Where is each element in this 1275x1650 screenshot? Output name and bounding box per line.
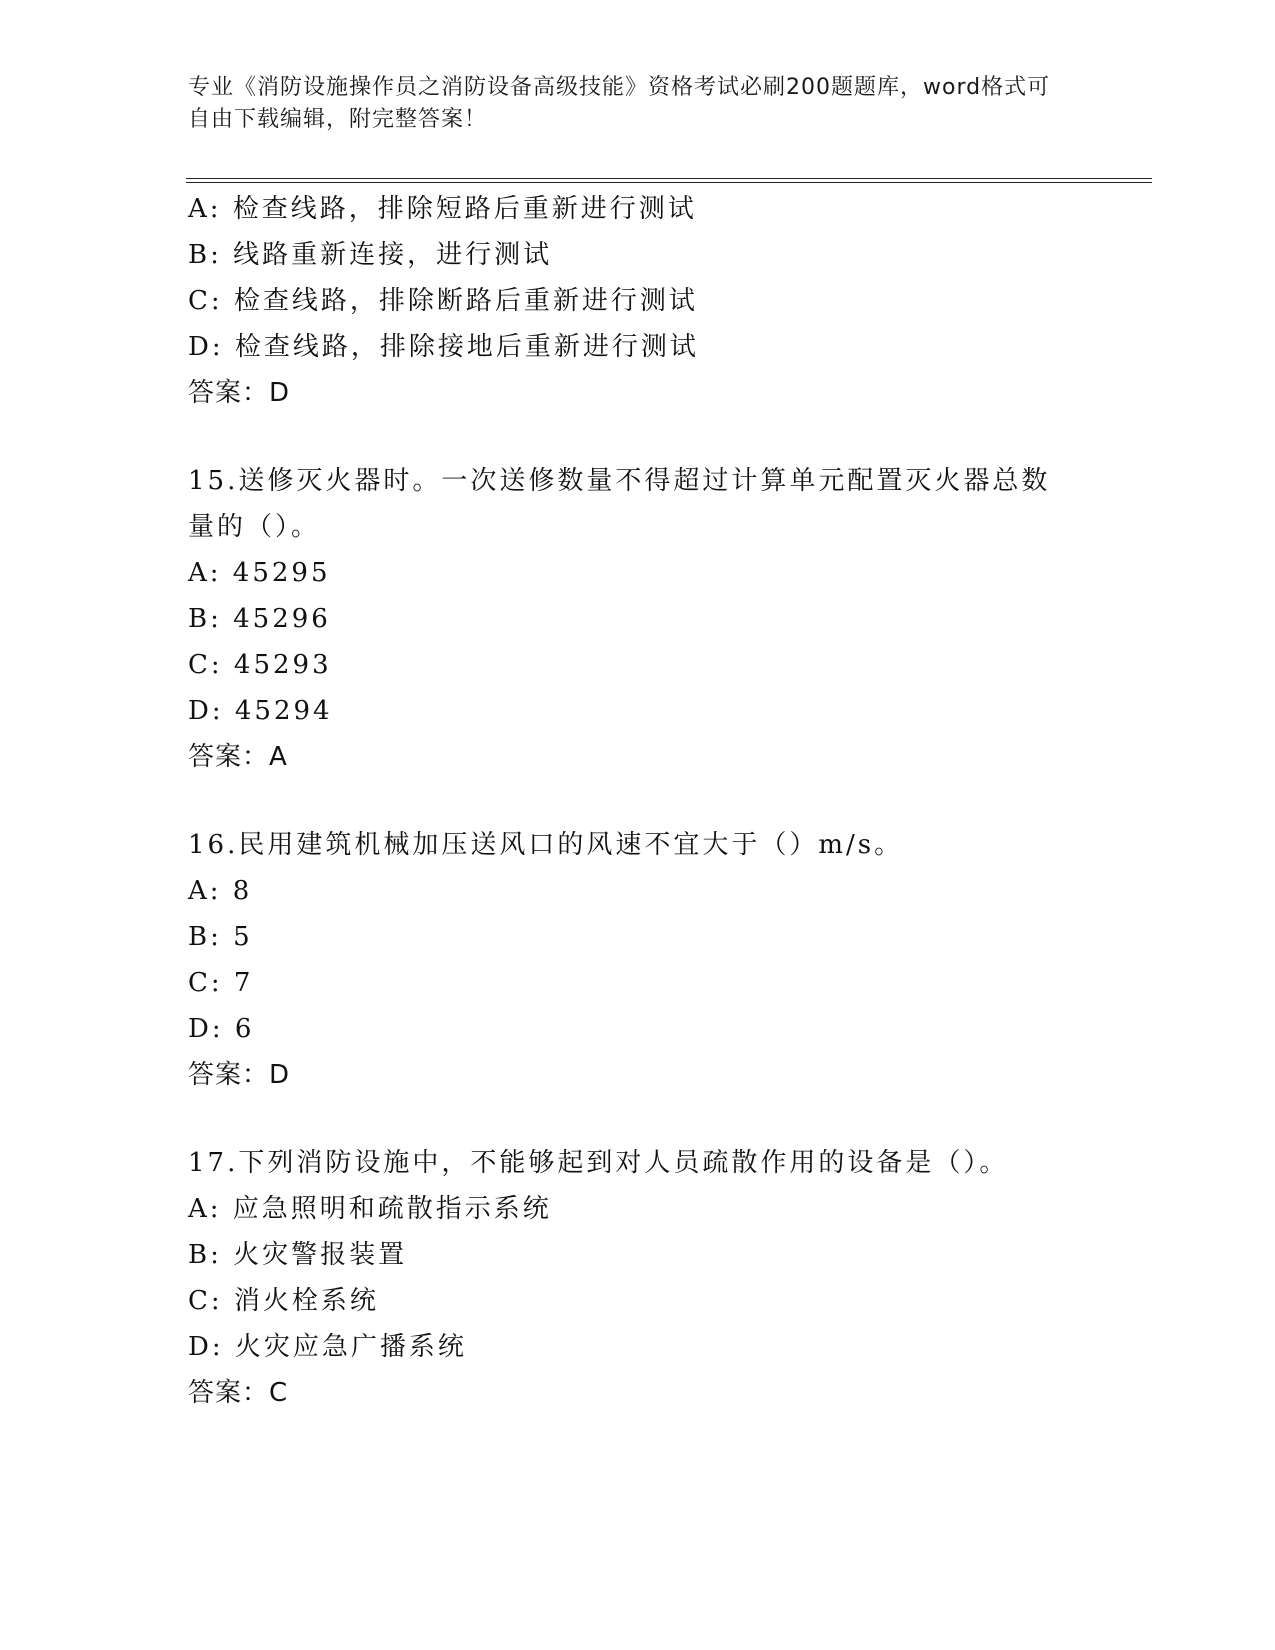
option-a: A: 应急照明和疏散指示系统 [188, 1194, 552, 1224]
question-17 [188, 1140, 1088, 1416]
spacer [188, 416, 1088, 458]
option-d: D: 45294 [188, 696, 333, 726]
answer-line: 答案：D [188, 1060, 291, 1090]
option-d: D: 检查线路，排除接地后重新进行测试 [188, 332, 699, 362]
answer-line: 答案：C [188, 1378, 289, 1408]
option-b: B: 线路重新连接，进行测试 [188, 240, 553, 270]
question-stem: 16.民用建筑机械加压送风口的风速不宜大于（）m/s。 [188, 830, 904, 860]
option-d: D: 火灾应急广播系统 [188, 1332, 467, 1362]
answer-line: 答案：D [188, 378, 291, 408]
option-c: C: 检查线路，排除断路后重新进行测试 [188, 286, 698, 316]
option-a: A: 8 [188, 876, 253, 906]
document-header: 专业《消防设施操作员之消防设备高级技能》资格考试必刷200题题库，word格式可自由下载编辑，附完整答案！ [188, 75, 1051, 132]
option-c: C: 消火栓系统 [188, 1286, 379, 1316]
option-a: A: 45295 [188, 558, 331, 588]
option-a: A: 检查线路，排除短路后重新进行测试 [188, 194, 697, 224]
question-stem: 15.送修灭火器时。一次送修数量不得超过计算单元配置灭火器总数量的（）。 [188, 466, 1051, 542]
option-c: C: 7 [188, 968, 254, 998]
answer-line: 答案：A [188, 742, 288, 772]
option-b: B: 5 [188, 922, 253, 952]
option-d: D: 6 [188, 1014, 255, 1044]
spacer [188, 780, 1088, 822]
option-b: B: 45296 [188, 604, 331, 634]
question-stem: 17.下列消防设施中，不能够起到对人员疏散作用的设备是（）。 [188, 1148, 1009, 1178]
question-14 [188, 186, 1088, 416]
question-16 [188, 822, 1088, 1098]
question-list [188, 186, 1088, 1416]
question-15 [188, 458, 1088, 780]
spacer [188, 1098, 1088, 1140]
header-divider [186, 178, 1152, 183]
option-b: B: 火灾警报装置 [188, 1240, 408, 1270]
option-c: C: 45293 [188, 650, 332, 680]
